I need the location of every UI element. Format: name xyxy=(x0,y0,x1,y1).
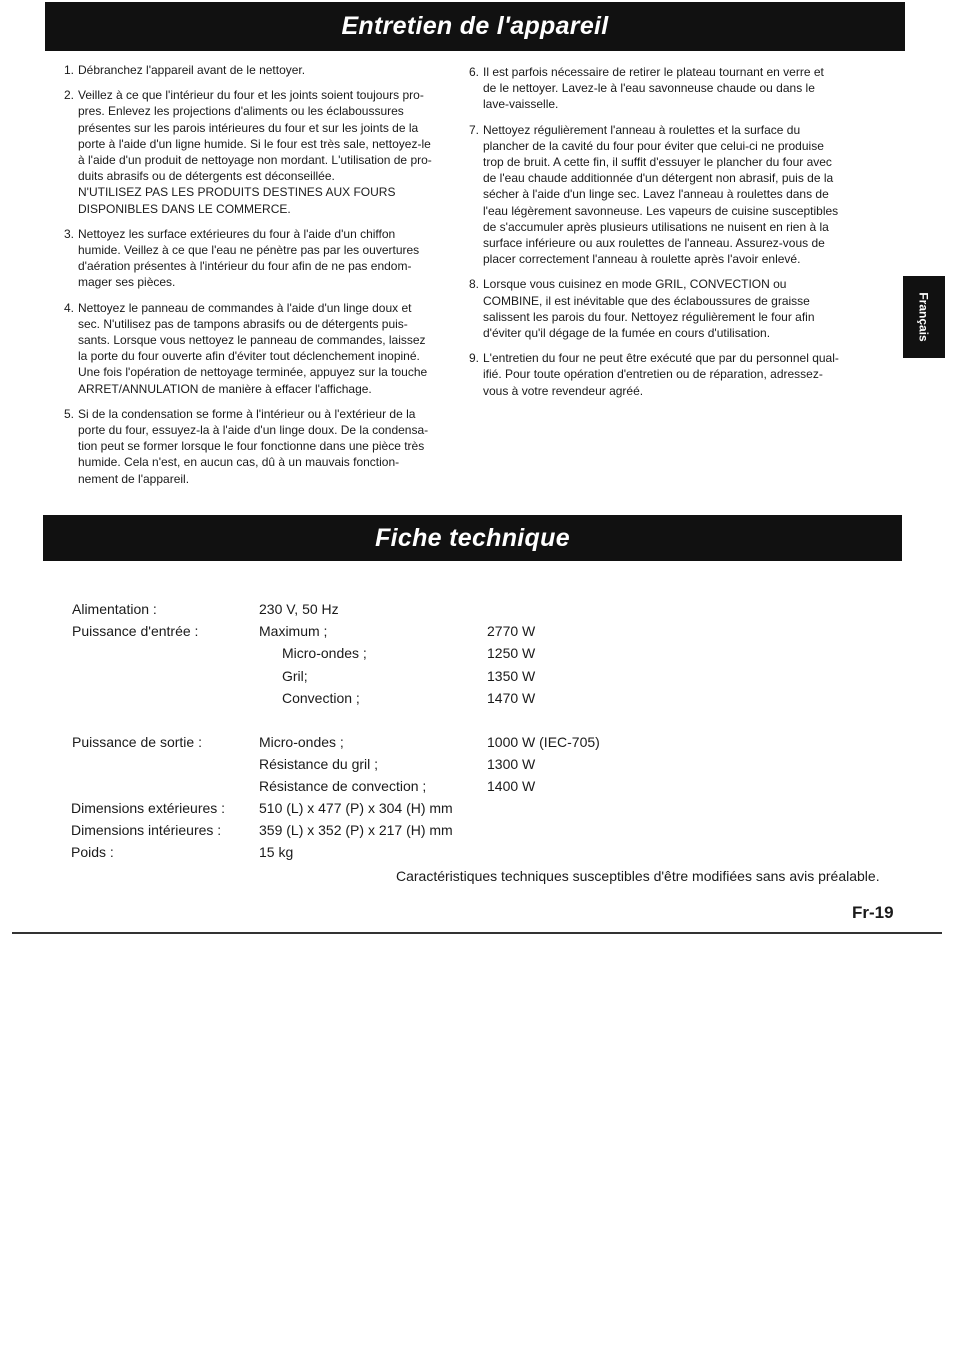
item-text: Nettoyez régulièrement l'anneau à roulettes et la surface du plancher de la cavité du four pour éviter que celui-ci ne produise trop de bruit. A cette fin, il suffit d'essuyer le plancher du four avec de l'eau chaude additionnée d'un détergent non abrasif, puis de la sécher à l'aide d'un linge sec. Lavez l'anneau à roulettes dans de l'eau légèrement savonneuse. Les vapeurs de cuisine susceptibles de s'accumuler après plusieurs utilisations ne nuisent en rien à la surface inférieure ou aux roulettes de l'anneau. Assurez-vous de placer correctement l'anneau à roulette après l'avoir enlevé. xyxy=(483,122,839,267)
footer-divider xyxy=(12,932,942,934)
spec-sublabel-resistance-convection: Résistance de convection ; xyxy=(259,778,427,794)
spec-value-convection: 1470 W xyxy=(487,690,536,706)
spec-label-alimentation: Alimentation : xyxy=(72,601,157,617)
item-number: 8. xyxy=(468,277,479,292)
spec-value-resistance-convection: 1400 W xyxy=(487,778,536,794)
item-number: 3. xyxy=(63,226,74,241)
item-text: Veillez à ce que l'intérieur du four et les joints soient toujours pro- pres. Enlevez les projections d'aliments ou les éclaboussures présentes sur les parois intérieures du four et sur les joints de la porte à l'aide d'un ligne humide. Si le four est très sale, nettoyez-le à l'aide d'un produit de nettoyage non mordant. L'utilisation de pro- duits abrasifs ou de détergents est déconseillée. N'UTILISEZ PAS LES PRODUITS DESTINES AUX FOURS DISPONIBLES DANS LE COMMERCE. xyxy=(78,88,432,216)
item-number: 4. xyxy=(63,300,74,315)
spec-label-dimensions-exterieures: Dimensions extérieures : xyxy=(71,800,226,816)
spec-sublabel-microondes-sortie: Micro-ondes ; xyxy=(259,734,344,750)
list-item xyxy=(463,350,865,399)
item-number: 1. xyxy=(63,63,74,77)
spec-value-gril: 1350 W xyxy=(487,668,536,684)
spec-value-maximum: 2770 W xyxy=(487,623,536,639)
spec-sublabel-maximum: Maximum ; xyxy=(259,623,328,639)
item-number: 2. xyxy=(63,88,74,103)
item-number: 7. xyxy=(468,122,479,137)
list-item xyxy=(58,87,460,217)
item-number: 9. xyxy=(468,351,479,366)
item-text: Il est parfois nécessaire de retirer le plateau tournant en verre et de le nettoyer. Lavez-le à l'eau savonneuse chaude ou dans le lave-vaisselle. xyxy=(483,65,824,112)
spec-value-microondes-entree: 1250 W xyxy=(487,645,536,661)
item-text: L'entretien du four ne peut être exécuté que par du personnel qual- ifié. Pour toute opération d'entretien ou de réparation, adressez- vous à votre revendeur agréé. xyxy=(483,351,839,398)
spec-value-poids: 15 kg xyxy=(259,844,294,860)
item-text: Si de la condensation se forme à l'intérieur ou à l'extérieur de la porte du four, essuyez-la à l'aide d'un linge doux. De la condensa- tion peut se former lorsque le four fonctionne dans une pièce très humide. Cela n'est, en aucun cas, dû à un mauvais fonction- nement de l'appareil. xyxy=(78,406,429,486)
list-item xyxy=(58,300,460,397)
spec-value-resistance-gril: 1300 W xyxy=(487,756,536,772)
section-title-fiche-technique: Fiche technique xyxy=(43,515,902,561)
list-item xyxy=(463,122,865,268)
list-item xyxy=(58,62,460,78)
item-number: 5. xyxy=(63,406,74,421)
item-text: Lorsque vous cuisinez en mode GRIL, CONVECTION ou COMBINE, il est inévitable que des éclaboussures de graisse salissent les parois du four. Nettoyez régulièrement le four afin d'éviter qu'il dégage de la fumée en cours d'utilisation. xyxy=(483,277,815,341)
page-number: Fr-19 xyxy=(852,903,894,922)
spec-value-dimensions-exterieures: 510 (L) x 477 (P) x 304 (H) mm xyxy=(259,800,453,816)
spec-label-poids: Poids : xyxy=(71,844,114,860)
maintenance-list-left xyxy=(58,62,460,496)
item-text: Nettoyez le panneau de commandes à l'aide d'un linge doux et sec. N'utilisez pas de tampons abrasifs ou de détergents puis- sants. Lorsque vous nettoyez le panneau de commandes, laissez la porte du four ouverte afin d'éviter tout déclenchement inopiné. Une fois l'opération de nettoyage terminée, appuyez sur la touche ARRET/ANNULATION de manière à effacer l'affichage. xyxy=(78,300,428,396)
language-tab xyxy=(903,276,945,358)
item-text: Nettoyez les surface extérieures du four à l'aide d'un chiffon humide. Veillez à ce que l'eau ne pénètre pas par les ouvertures d'aération présentes à l'intérieur du four afin de ne pas endom- mager ses pièces. xyxy=(78,226,420,290)
item-number: 6. xyxy=(468,65,479,79)
spec-sublabel-convection: Convection ; xyxy=(282,690,360,706)
spec-sublabel-resistance-gril: Résistance du gril ; xyxy=(259,756,379,772)
spec-value-microondes-sortie: 1000 W (IEC-705) xyxy=(487,734,600,750)
spec-disclaimer: Caractéristiques techniques susceptibles d'être modifiées sans avis préalable. xyxy=(396,868,880,884)
maintenance-list-right xyxy=(463,64,865,408)
language-tab-label: Français xyxy=(917,292,932,342)
spec-value-dimensions-interieures: 359 (L) x 352 (P) x 217 (H) mm xyxy=(259,822,453,838)
list-item xyxy=(463,64,865,113)
list-item xyxy=(463,276,865,341)
item-text: Débranchez l'appareil avant de le nettoyer. xyxy=(78,63,306,77)
list-item xyxy=(58,226,460,291)
list-item xyxy=(58,406,460,487)
spec-label-puissance-sortie: Puissance de sortie : xyxy=(72,734,202,750)
spec-label-dimensions-interieures: Dimensions intérieures : xyxy=(71,822,222,838)
spec-sublabel-microondes-entree: Micro-ondes ; xyxy=(282,645,367,661)
section-title-entretien: Entretien de l'appareil xyxy=(45,2,905,51)
spec-value-alimentation: 230 V, 50 Hz xyxy=(259,601,339,617)
spec-sublabel-gril: Gril; xyxy=(282,668,308,684)
spec-label-puissance-entree: Puissance d'entrée : xyxy=(72,623,199,639)
